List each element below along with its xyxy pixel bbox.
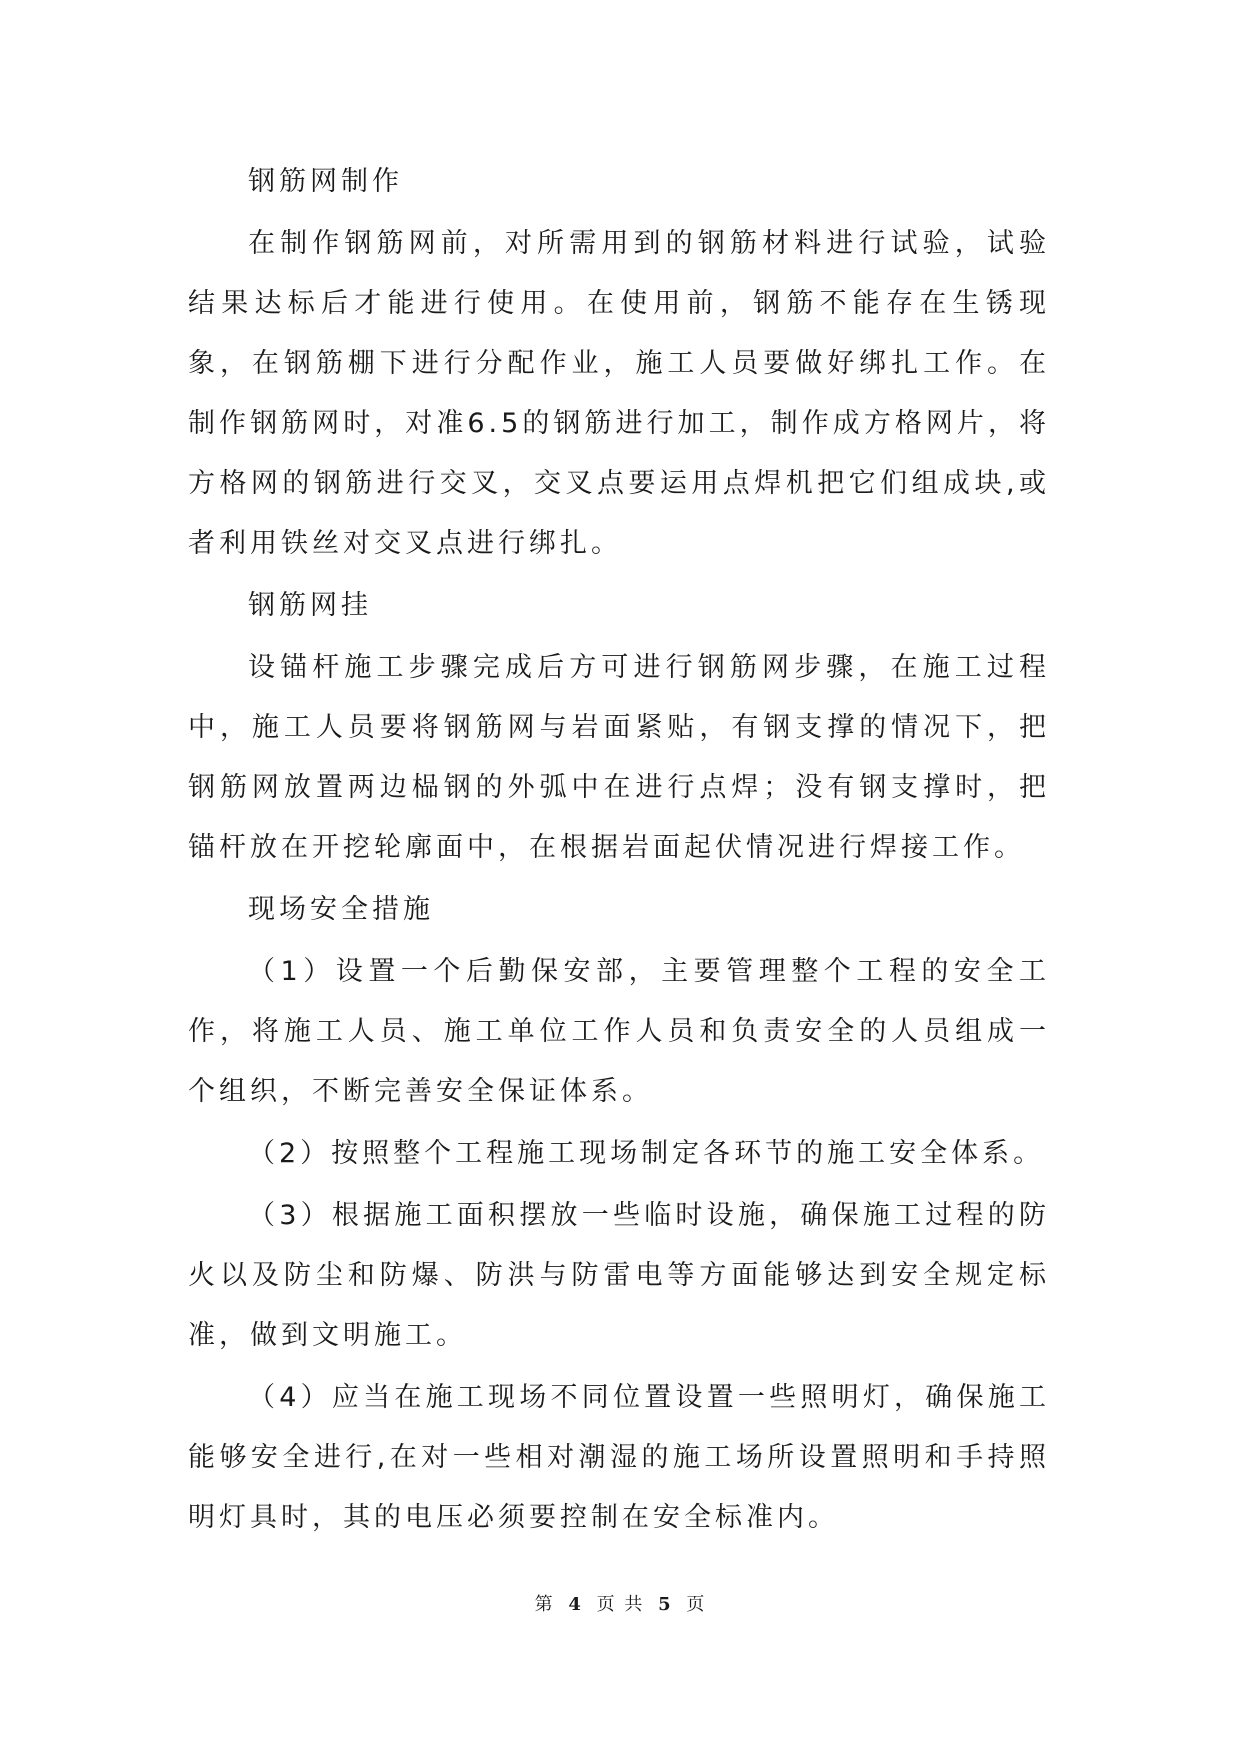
footer-middle: 页 共 [596,1594,645,1615]
section-heading-rebar-mesh-making: 钢筋网制作 [248,166,403,197]
page-footer [0,1590,1241,1616]
paragraph-rebar-mesh-making: 在制作钢筋网前，对所需用到的钢筋材料进行试验，试验结果达标后才能进行使用。在使用前，钢筋不能存在生锈现象，在钢筋棚下进行分配作业，施工人员要做好绑扎工作。在制作钢筋网时，对准6.5的钢筋进行加工，制作成方格网片，将方格网的钢筋进行交叉，交叉点要运用点焊机把它们组成块,或者利用铁丝对交叉点进行绑扎。 [188,228,1050,559]
footer-prefix: 第 [534,1594,555,1615]
section-heading-rebar-mesh-hanging: 钢筋网挂 [248,590,372,621]
footer-current-page: 4 [568,1594,583,1615]
safety-item-1: （1）设置一个后勤保安部，主要管理整个工程的安全工作，将施工人员、施工单位工作人员和负责安全的人员组成一个组织，不断完善安全保证体系。 [188,956,1050,1107]
section-heading-site-safety: 现场安全措施 [248,894,434,925]
document-body [188,152,1050,1548]
footer-total-pages: 5 [658,1594,673,1615]
safety-item-4: （4）应当在施工现场不同位置设置一些照明灯，确保施工能够安全进行,在对一些相对潮湿的施工场所设置照明和手持照明灯具时，其的电压必须要控制在安全标准内。 [188,1382,1050,1533]
safety-item-3: （3）根据施工面积摆放一些临时设施，确保施工过程的防火以及防尘和防爆、防洪与防雷电等方面能够达到安全规定标准，做到文明施工。 [188,1200,1050,1351]
safety-item-2: （2）按照整个工程施工现场制定各环节的施工安全体系。 [248,1138,1045,1169]
paragraph-rebar-mesh-hanging: 设锚杆施工步骤完成后方可进行钢筋网步骤，在施工过程中，施工人员要将钢筋网与岩面紧贴，有钢支撑的情况下，把钢筋网放置两边榀钢的外弧中在进行点焊；没有钢支撑时，把锚杆放在开挖轮廓面中，在根据岩面起伏情况进行焊接工作。 [188,652,1050,863]
footer-suffix: 页 [686,1594,707,1615]
